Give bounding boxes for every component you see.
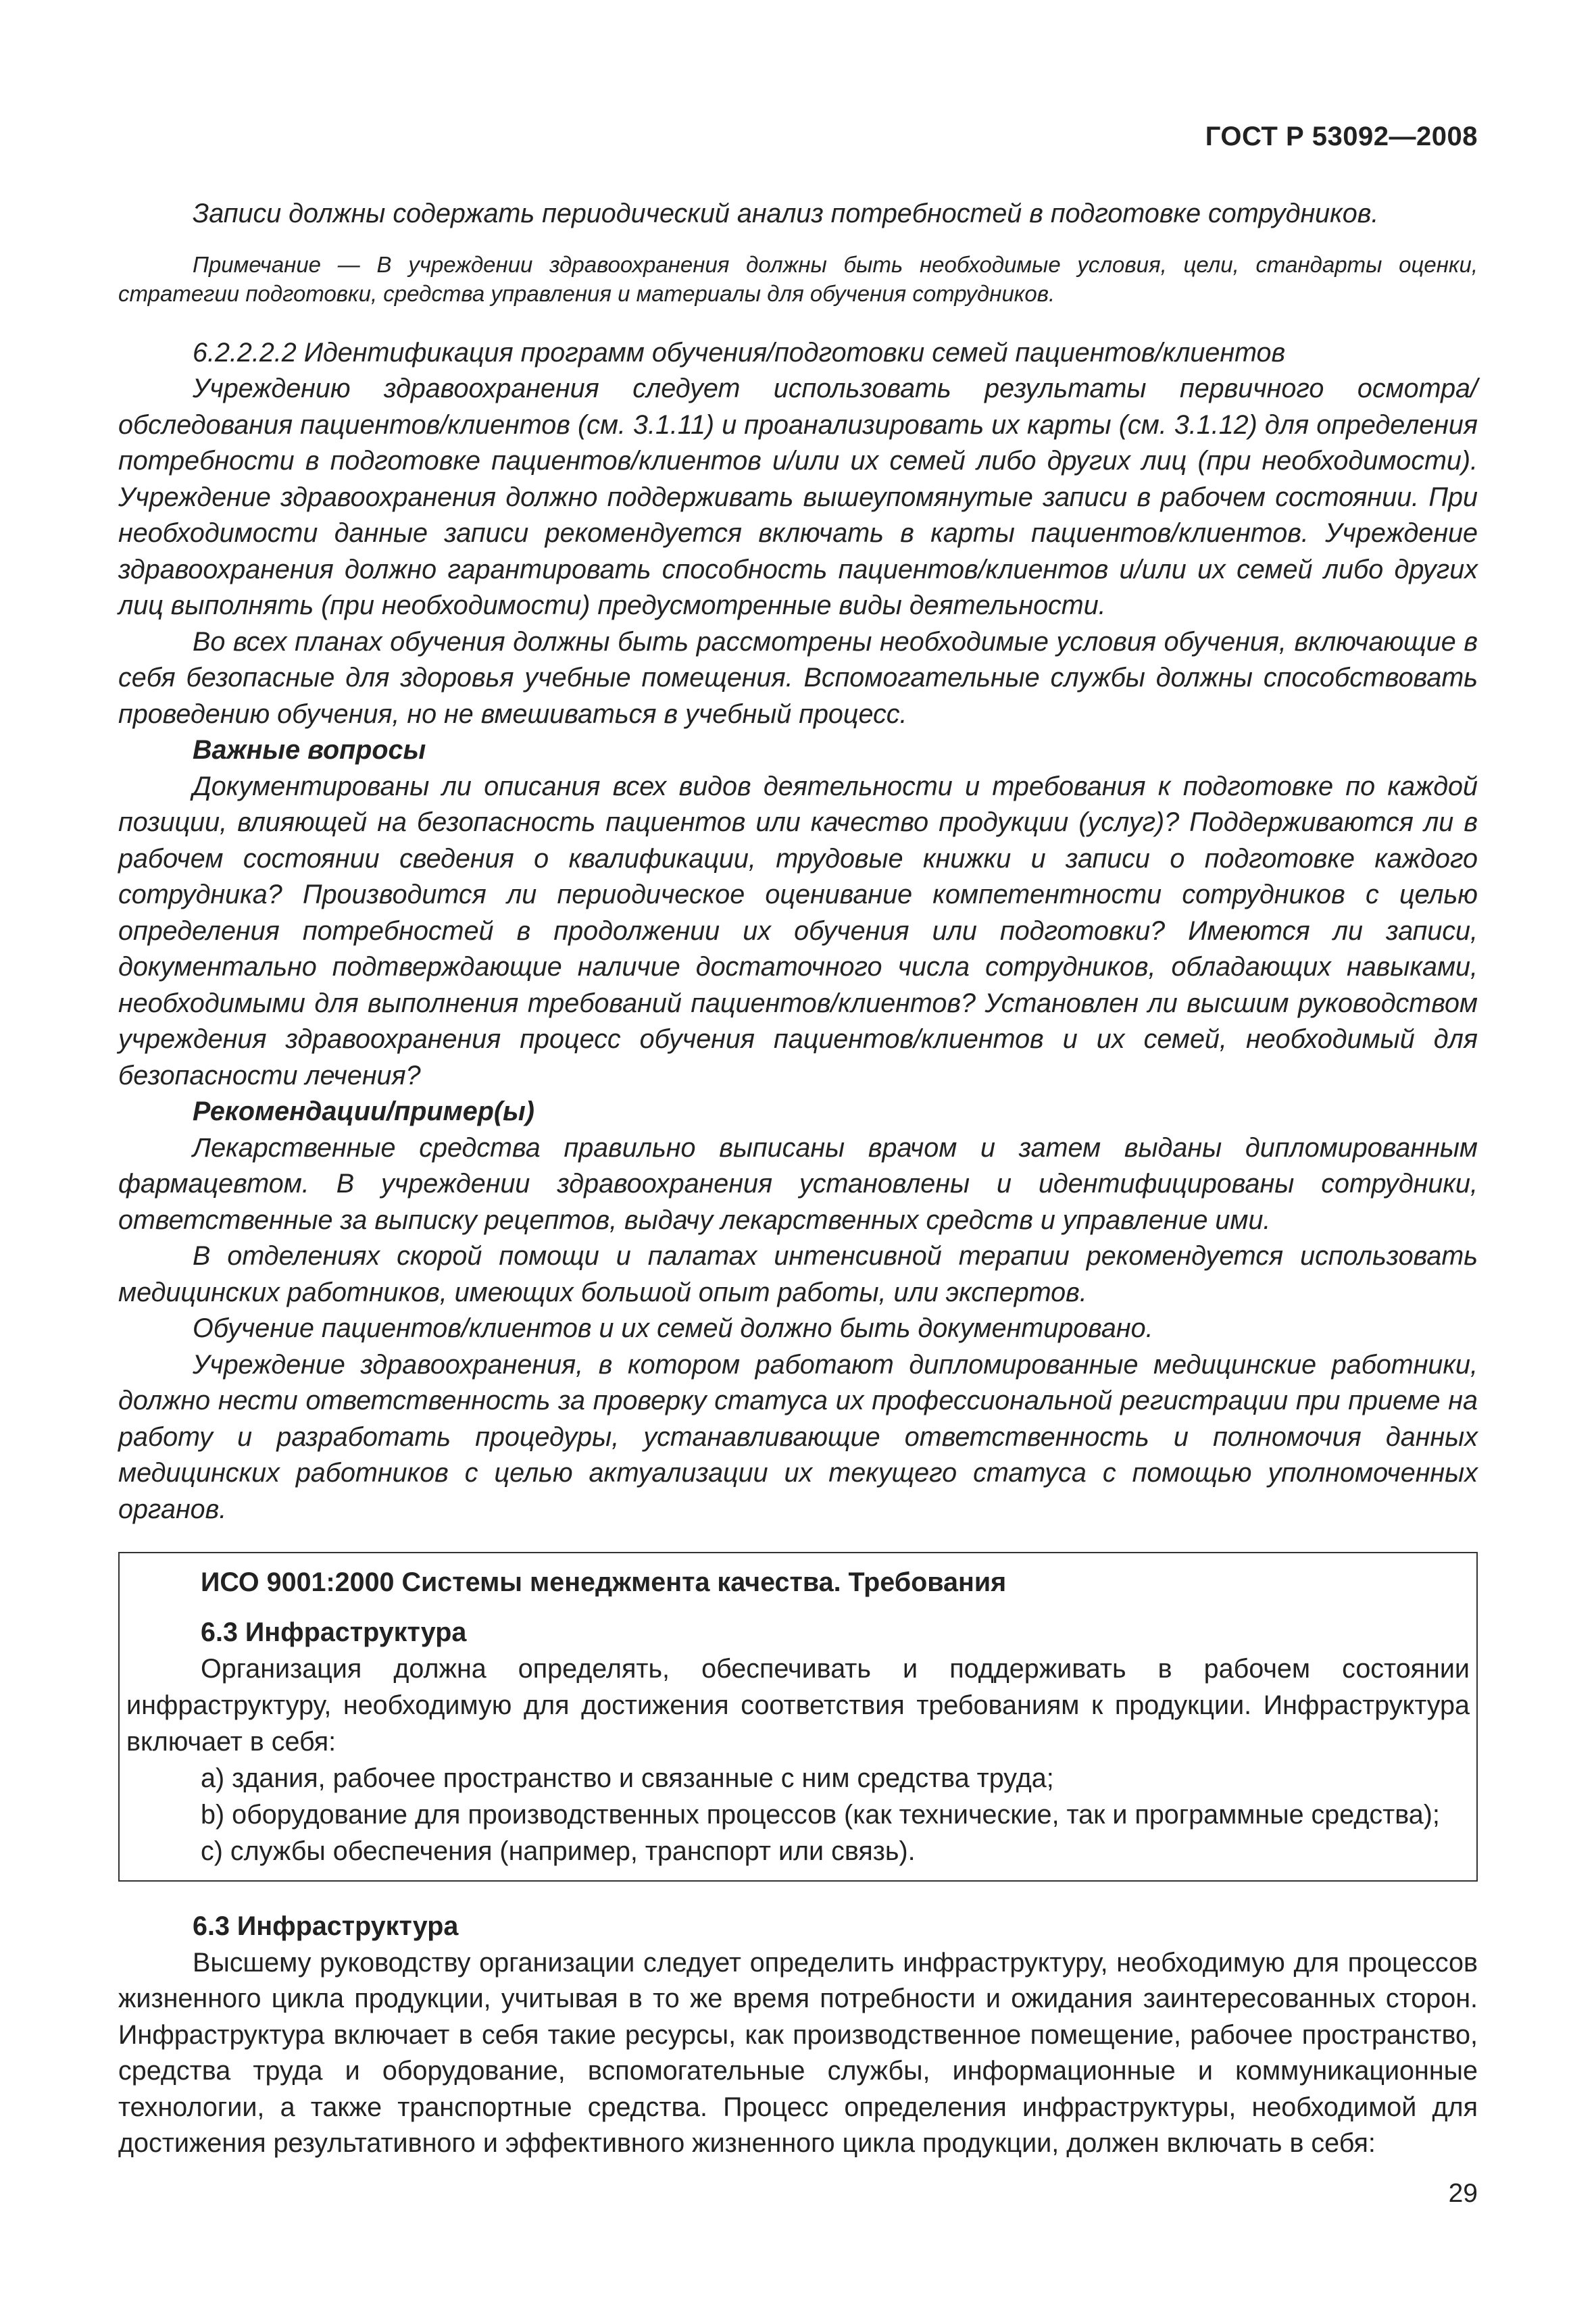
iso-requirements-box xyxy=(118,1552,1478,1882)
iso-box-item: с) службы обеспечения (например, транспорт или связь). xyxy=(201,1836,916,1866)
iso-box-item: а) здания, рабочее пространство и связанные с ним средства труда; xyxy=(201,1763,1054,1793)
page-number: 29 xyxy=(1448,2179,1478,2208)
iso-box-text: Организация должна определять, обеспечивать и поддерживать в рабочем состоянии инфраструктуру, необходимую для достижения соответствия требованиям к продукции. Инфраструктура включает в себя: xyxy=(126,1654,1470,1757)
paragraph-medicines: Лекарственные средства правильно выписаны врачом и затем выданы дипломированным фармацевтом. В учреждении здравоохранения установлены и идентифицированы сотрудники, ответственные за выписку рецептов, выдачу лекарственных средств и управление ими. xyxy=(118,1132,1478,1235)
iso-box-item: b) оборудование для производственных процессов (как технические, так и программные средства); xyxy=(201,1800,1440,1830)
iso-box-title: ИСО 9001:2000 Системы менеджмента качества. Требования xyxy=(201,1567,1007,1597)
paragraph-patient-training: Учреждению здравоохранения следует использовать результаты первичного осмотра/обследования пациентов/клиентов (см. 3.1.11) и проанализировать их карты (см. 3.1.12) для определения потребности в подготовке пациентов/клиентов и/или их семей либо других лиц (при необходимости). Учреждение здравоохранения должно поддерживать вышеупомянутые записи в рабочем состоянии. При необходимости данные записи рекомендуется включать в карты пациентов/клиентов. Учреждение здравоохранения должно гарантировать способность пациентов/клиентов и/или их семей либо других лиц выполнять (при необходимости) предусмотренные виды деятельности. xyxy=(118,374,1478,620)
section-text: Высшему руководству организации следует определить инфраструктуру, необходимую для процессов жизненного цикла продукции, учитывая в то же время потребности и ожидания заинтересованных сторон. Инфраструктура включает в себя такие ресурсы, как производственное помещение, рабочее пространство, средства труда и оборудование, вспомогательные службы, информационные и коммуникационные технологии, а также транспортные средства. Процесс определения инфраструктуры, необходимой для достижения результативного и эффективного жизненного цикла продукции, должен включать в себя: xyxy=(118,1947,1478,2158)
document-header: ГОСТ Р 53092—2008 xyxy=(1205,122,1478,151)
paragraph-emergency: В отделениях скорой помощи и палатах интенсивной терапии рекомендуется использовать медицинских работников, имеющих большой опыт работы, или экспертов. xyxy=(118,1241,1478,1307)
section-heading: 6.3 Инфраструктура xyxy=(193,1911,459,1941)
recommendations-heading: Рекомендации/пример(ы) xyxy=(193,1097,534,1126)
important-questions-heading: Важные вопросы xyxy=(193,735,426,765)
paragraph-questions: Документированы ли описания всех видов деятельности и требования к подготовке по каждой позиции, влияющей на безопасность пациентов или качество продукции (услуг)? Поддерживаются ли в рабочем состоянии сведения о квалификации, трудовые книжки и записи о подготовке каждого сотрудника? Производится ли периодическое оценивание компетентности сотрудников с целью определения потребностей в продолжении их обучения или подготовки? Имеются ли записи, документально подтверждающие наличие достаточного числа сотрудников, обладающих навыками, необходимыми для выполнения требований пациентов/клиентов? Установлен ли высшим руководством учреждения здравоохранения процесс обучения пациентов/клиентов и их семей, необходимый для безопасности лечения? xyxy=(118,771,1478,1090)
infrastructure-section xyxy=(118,1909,1478,2162)
paragraph-registration: Учреждение здравоохранения, в котором работают дипломированные медицинские работники, должно нести ответственность за проверку статуса их профессиональной регистрации при приеме на работу и разработать процедуры, устанавливающие ответственность и полномочия данных медицинских работников с целью актуализации их текущего статуса с помощью уполномоченных органов. xyxy=(118,1349,1478,1524)
paragraph-records: Записи должны содержать периодический анализ потребностей в подготовке сотрудников. xyxy=(193,199,1379,228)
subsection-heading: 6.2.2.2.2 Идентификация программ обучения/подготовки семей пациентов/клиентов xyxy=(193,337,1286,368)
paragraph-training-plans: Во всех планах обучения должны быть рассмотрены необходимые условия обучения, включающие в себя безопасные для здоровья учебные помещения. Вспомогательные службы должны способствовать проведению обучения, но не вмешиваться в учебный процесс. xyxy=(118,626,1478,729)
paragraph-education-documented: Обучение пациентов/клиентов и их семей должно быть документировано. xyxy=(193,1313,1153,1343)
page-content xyxy=(118,196,1478,2162)
note: Примечание — В учреждении здравоохранения должны быть необходимые условия, цели, стандарты оценки, стратегии подготовки, средства управления и материалы для обучения сотрудников. xyxy=(118,251,1478,306)
iso-box-section-heading: 6.3 Инфраструктура xyxy=(201,1617,467,1647)
